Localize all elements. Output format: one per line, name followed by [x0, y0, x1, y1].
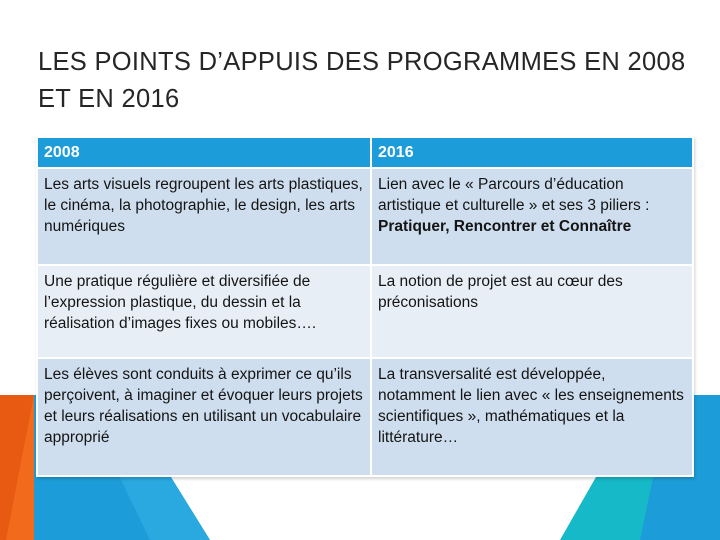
cell-2016: La notion de projet est au cœur des préconisations [371, 265, 693, 358]
table-row [37, 265, 693, 358]
cell-2008: Une pratique régulière et diversifiée de l’expression plastique, du dessin et la réalisation d’images fixes ou mobiles…. [37, 265, 371, 358]
page-title: LES POINTS D’APPUIS DES PROGRAMMES EN 2008 ET EN 2016 [38, 48, 686, 113]
header-2016: 2016 [371, 137, 693, 168]
cell-bold-text: Pratiquer, Rencontrer et Connaître [378, 218, 632, 235]
table-row [37, 168, 693, 265]
cell-2008: Les arts visuels regroupent les arts plastiques, le cinéma, la photographie, le design, les arts numériques [37, 168, 371, 265]
header-2008: 2008 [37, 137, 371, 168]
comparison-table [36, 136, 694, 477]
cell-2016: La transversalité est développée, notamment le lien avec « les enseignements scientifiques », mathématiques et la littérature… [371, 358, 693, 476]
cell-2008: Les élèves sont conduits à exprimer ce qu’ils perçoivent, à imaginer et évoquer leurs projets et leurs réalisations en utilisant un vocabulaire approprié [37, 358, 371, 476]
table-row [37, 358, 693, 476]
cell-text: Lien avec le « Parcours d’éducation artistique et culturelle » et ses 3 piliers : [378, 176, 650, 214]
table-header-row [37, 137, 693, 168]
cell-2016 [371, 168, 693, 265]
